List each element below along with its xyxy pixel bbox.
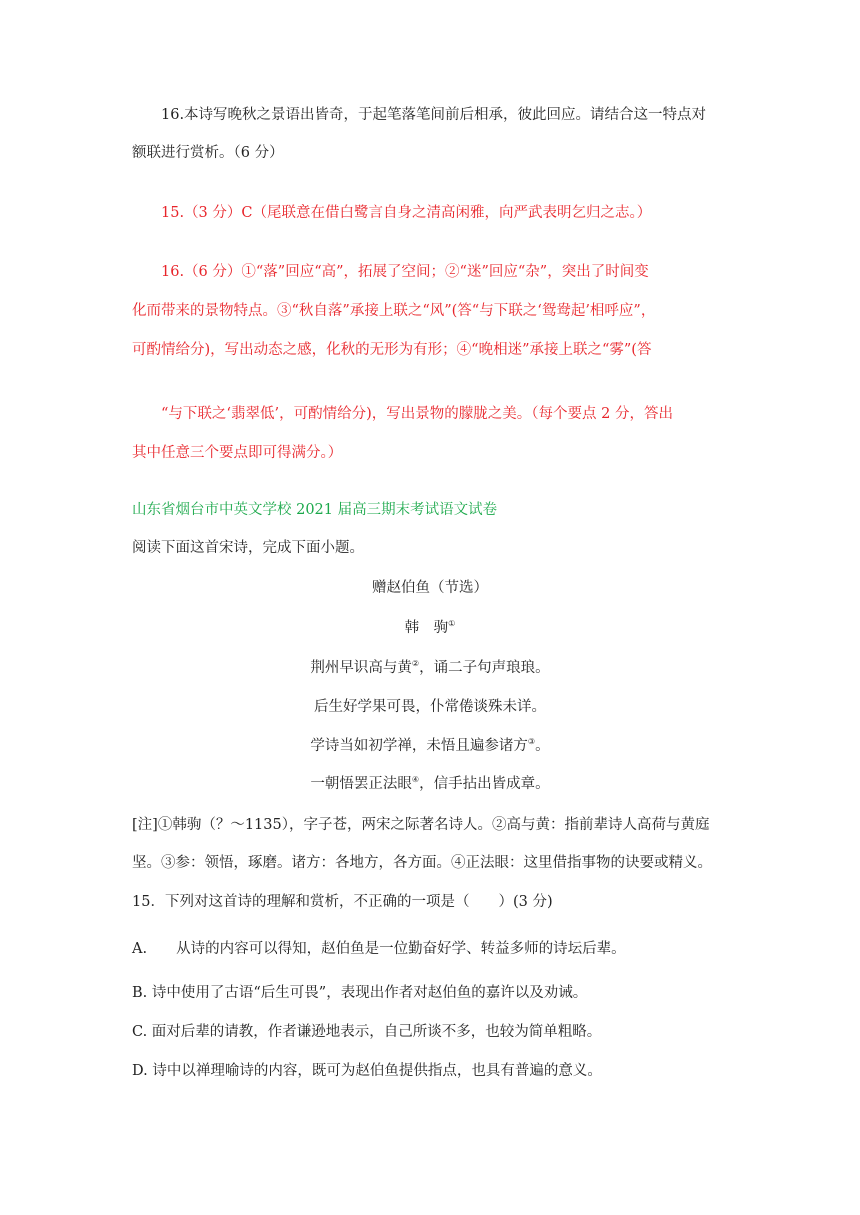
answer-16-line-3: 可酌情给分)，写出动态之感，化秋的无形为有形；④“晚相迷”承接上联之“雾”(答: [132, 342, 652, 358]
poem-line-4-tail: ，信手拈出皆成章。: [419, 776, 550, 792]
question-15-option-a: A. 从诗的内容可以得知，赵伯鱼是一位勤奋好学、转益多师的诗坛后辈。: [132, 941, 626, 957]
footnote-mark-3: ③: [527, 737, 536, 746]
poem-line-1-tail: ，诵二子句声琅琅。: [419, 660, 550, 676]
answer-16-line-2: 化而带来的景物特点。③“秋自落”承接上联之“风”(答“与下联之‘鸳鸯起’相呼应”，: [132, 303, 656, 319]
poem-author: [0, 618, 860, 638]
poem-author-name: 韩 驹: [404, 620, 449, 636]
q16-line-1: 16.本诗写晚秋之景语出皆奇，于起笔落笔间前后相承，彼此回应。请结合这一特点对: [161, 107, 707, 123]
poem-line-3: [0, 736, 860, 756]
question-15-option-d: D. 诗中以禅理喻诗的内容，既可为赵伯鱼提供指点，也具有普遍的意义。: [132, 1063, 602, 1079]
footnote-mark-2: ②: [411, 659, 420, 668]
poem-line-1-head: 荆州早识高与黄: [310, 660, 412, 676]
footnote-mark-4: ④: [411, 775, 420, 784]
poem-line-1: [0, 658, 860, 678]
question-15-option-b: B. 诗中使用了古语“后生可畏”，表现出作者对赵伯鱼的嘉许以及劝诫。: [132, 985, 588, 1001]
answer-16-line-1: 16.（6 分）①“落”回应“高”，拓展了空间；②“迷”回应“杂”，突出了时间变: [161, 264, 649, 280]
question-15-stem: 15．下列对这首诗的理解和赏析，不正确的一项是（ ）(3 分): [132, 894, 553, 910]
footnote-mark-1: ①: [448, 619, 456, 628]
answer-16-line-5: 其中任意三个要点即可得满分。）: [132, 445, 343, 461]
reading-instruction: 阅读下面这首宋诗，完成下面小题。: [132, 540, 364, 556]
notes-line-1: [注]①韩驹（？～1135），字子苍，两宋之际著名诗人。②高与黄：指前辈诗人高荷与黄庭: [132, 817, 710, 833]
poem-line-2: 后生好学果可畏，仆常倦谈殊未详。: [314, 699, 546, 715]
poem-line-4-head: 一朝悟罢正法眼: [310, 776, 412, 792]
poem-line-3-tail: 。: [535, 738, 550, 754]
poem-line-4: [0, 774, 860, 794]
q16-line-2: 额联进行赏析。（6 分）: [132, 145, 284, 161]
poem-title: 赠赵伯鱼（节选）: [372, 580, 488, 596]
poem-line-3-head: 学诗当如初学禅，未悟且遍参诸方: [310, 738, 528, 754]
notes-line-2: 坚。③参：领悟，琢磨。诸方：各地方，各方面。④正法眼：这里借指事物的诀要或精义。: [132, 855, 712, 871]
answer-16-line-4: “与下联之‘翡翠低’，可酌情给分)，写出景物的朦胧之美。（每个要点 2 分，答出: [161, 406, 673, 422]
question-15-option-c: C. 面对后辈的请教，作者谦逊地表示，自己所谈不多，也较为简单粗略。: [132, 1024, 602, 1040]
answer-15: 15.（3 分）C（尾联意在借白鹭言自身之清高闲雅，向严武表明乞归之志。）: [161, 205, 652, 221]
exam-source-title: 山东省烟台市中英文学校 2021 届高三期末考试语文试卷: [132, 502, 498, 518]
